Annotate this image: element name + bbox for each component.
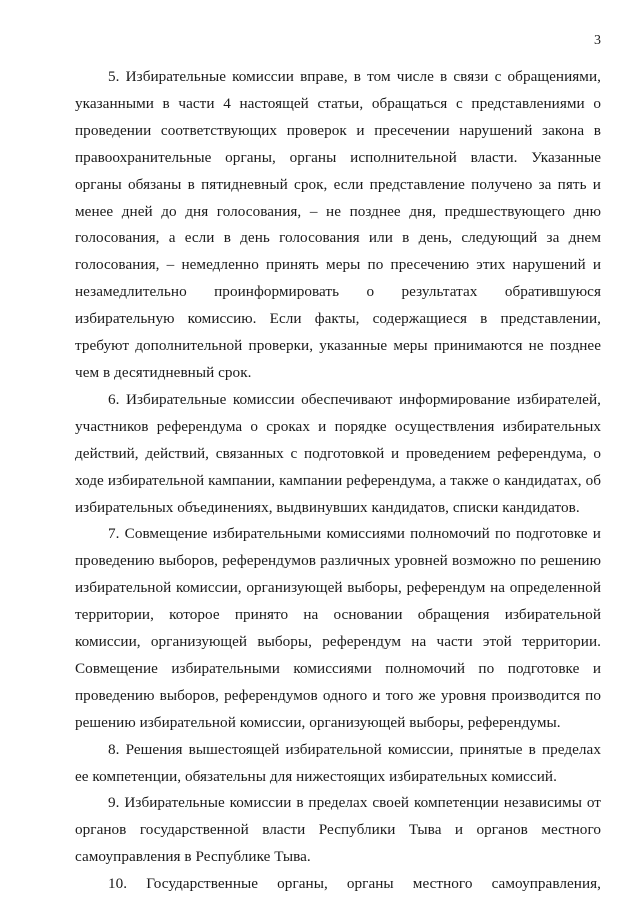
paragraph-10: 10. Государственные органы, органы местного самоуправления, [108, 875, 601, 893]
page-number: 3 [594, 33, 601, 48]
paragraph-7: 7. Совмещение избирательными комиссиями полномочий по подготовке и проведению выборов, референдумов различных уровней возможно по решению избирательной комиссии, организующей выборы, референдум на определенной территории, которое принято на основании обращения избирательной комиссии, организующей выборы, референдум на части этой территории. Совмещение избирательными комиссиями полномочий по подготовке и проведению выборов, референдумов одного и того же уровня производится по решению избирательной комиссии, организующей выборы, референдумы. [75, 525, 601, 731]
paragraph-9: 9. Избирательные комиссии в пределах своей компетенции независимы от органов государственной власти Республики Тыва и органов местного самоуправления в Республике Тыва. [75, 794, 601, 866]
document-body [75, 64, 601, 898]
paragraph-8: 8. Решения вышестоящей избирательной комиссии, принятые в пределах ее компетенции, обязательны для нижестоящих избирательных комиссий. [75, 740, 601, 785]
paragraph-6: 6. Избирательные комиссии обеспечивают информирование избирателей, участников референдума о сроках и порядке осуществления избирательных действий, действий, связанных с подготовкой и проведением референдума, о ходе избирательной кампании, кампании референдума, а также о кандидатах, об избирательных объединениях, выдвинувших кандидатов, списки кандидатов. [75, 390, 601, 516]
paragraph-5: 5. Избирательные комиссии вправе, в том числе в связи с обращениями, указанными в части 4 настоящей статьи, обращаться с представлениями о проведении соответствующих проверок и пресечении нарушений закона в правоохранительные органы, органы исполнительной власти. Указанные органы обязаны в пятидневный срок, если представление получено за пять и менее дней до дня голосования, – не позднее дня, предшествующего дню голосования, а если в день голосования или в день, следующий за днем голосования, – немедленно принять меры по пресечению этих нарушений и незамедлительно проинформировать о результатах обратившуюся избирательную комиссию. Если факты, содержащиеся в представлении, требуют дополнительной проверки, указанные меры принимаются не позднее чем в десятидневный срок. [75, 68, 601, 381]
